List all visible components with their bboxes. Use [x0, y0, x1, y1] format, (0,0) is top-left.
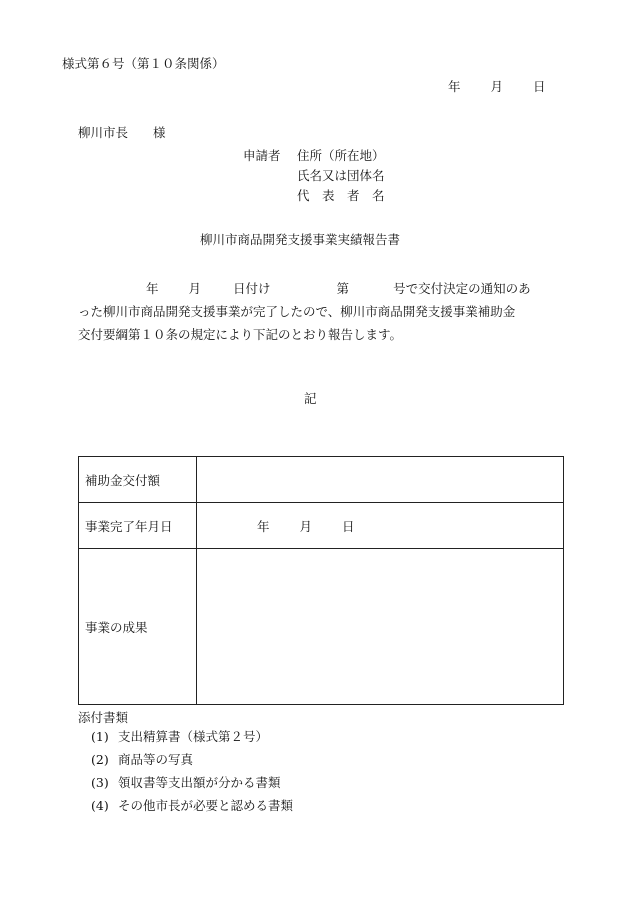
body-year: 年	[146, 281, 159, 296]
attachment-text: その他市長が必要と認める書類	[118, 798, 294, 813]
table-row-completion-date	[79, 503, 564, 549]
completion-date-month: 月	[299, 518, 313, 534]
completion-date-field[interactable]	[197, 503, 564, 549]
attachment-text: 領収書等支出額が分かる書類	[118, 775, 281, 790]
body-line-2: った柳川市商品開発支援事業が完了したので、柳川市商品開発支援事業補助金	[78, 304, 516, 319]
attachments-title: 添付書類	[78, 710, 129, 725]
attachment-text: 支出精算書（様式第２号）	[118, 729, 269, 744]
addressee: 柳川市長 様	[78, 125, 166, 140]
attachment-number: (1)	[91, 729, 109, 744]
attachment-number: (2)	[91, 752, 109, 767]
body-paragraph	[78, 277, 564, 346]
completion-date-label: 事業完了年月日	[79, 503, 197, 549]
subsidy-amount-field[interactable]	[197, 457, 564, 503]
header-date	[448, 81, 546, 94]
header-date-month: 月	[490, 79, 504, 94]
table-row-subsidy-amount	[79, 457, 564, 503]
applicant-address-label: 住所（所在地）	[297, 148, 385, 163]
body-line-1	[78, 277, 564, 300]
completion-date-day: 日	[342, 518, 355, 534]
body-no: 第	[336, 281, 350, 296]
completion-date-year: 年	[257, 518, 270, 534]
attachment-item	[91, 731, 268, 744]
body-month: 月	[188, 281, 202, 296]
applicant-representative-label: 代 表 者 名	[297, 188, 385, 203]
attachment-item	[91, 800, 293, 813]
header-date-day: 日	[533, 79, 546, 94]
form-number: 様式第６号（第１０条関係）	[62, 56, 225, 71]
table-row-project-results	[79, 549, 564, 705]
attachment-item	[91, 754, 193, 767]
project-results-field[interactable]	[197, 549, 564, 705]
project-results-label: 事業の成果	[79, 549, 197, 705]
document-title: 柳川市商品開発支援事業実績報告書	[200, 232, 401, 247]
attachment-item	[91, 777, 281, 790]
applicant-name-label: 氏名又は団体名	[297, 168, 385, 183]
attachment-text: 商品等の写真	[118, 752, 194, 767]
subsidy-amount-label: 補助金交付額	[79, 457, 197, 503]
ki-heading: 記	[304, 391, 317, 406]
body-line-3: 交付要綱第１０条の規定により下記のとおり報告します。	[78, 327, 403, 342]
applicant-label: 申請者	[243, 148, 281, 163]
body-dated: 日付け	[233, 281, 271, 296]
body-line-1-rest: 号で交付決定の通知のあ	[393, 281, 531, 296]
attachment-number: (3)	[91, 775, 109, 790]
attachment-number: (4)	[91, 798, 109, 813]
header-date-year: 年	[448, 79, 461, 94]
report-table	[78, 456, 564, 705]
